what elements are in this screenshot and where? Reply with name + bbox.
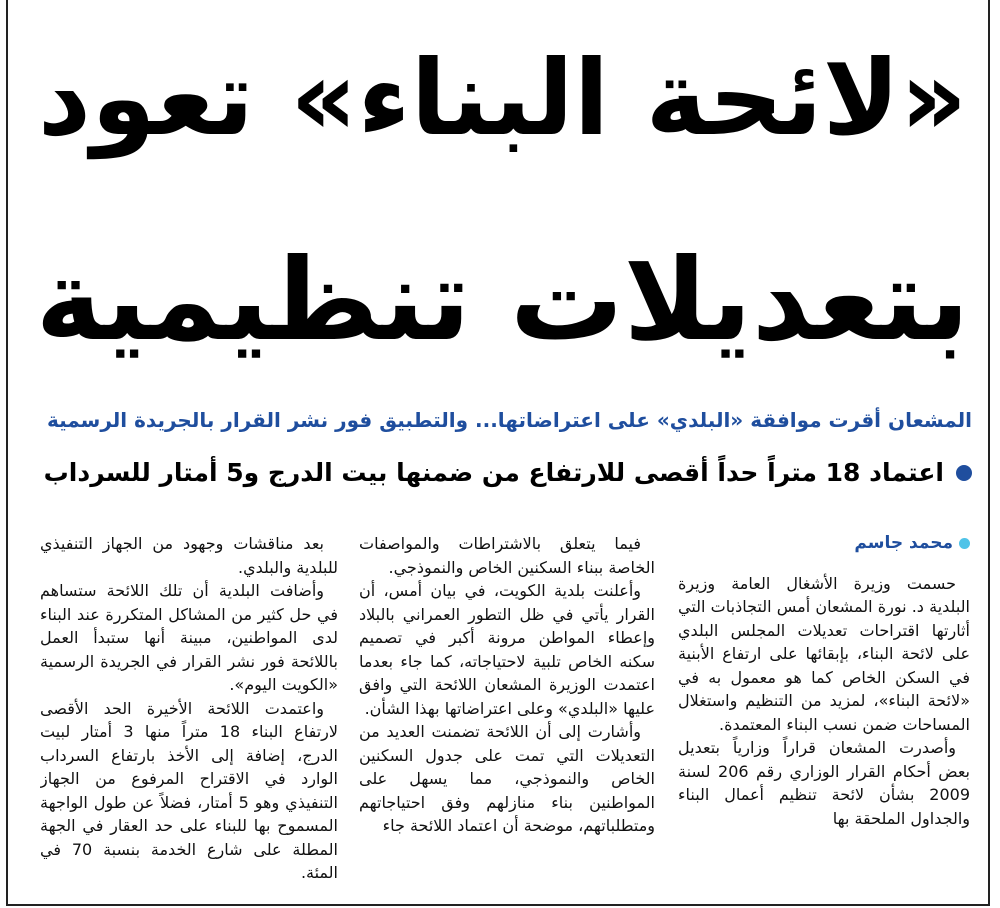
byline-dot-icon (959, 538, 970, 549)
paragraph: حسمت وزيرة الأشغال العامة وزيرة البلدية د. نورة المشعان أمس التجاذبات التي أثارتها اقتراحات تعديلات المجلس البلدي على لائحة البناء، بإبقائها على ارتفاع الأبنية في السكن الخاص كما هو معمول به في «لائحة البناء»، لمزيد من التنظيم واستغلال المساحات ضمن نسب البناء المعتمدة. (678, 573, 970, 734)
bullet-highlight (22, 458, 972, 487)
subheadline: المشعان أقرت موافقة «البلدي» على اعتراضاتها... والتطبيق فور نشر القرار بالجريدة الرسمية (46, 408, 972, 432)
paragraph: بعد مناقشات وجهود من الجهاز التنفيذي للبلدية والبلدي. (40, 534, 338, 577)
paragraph: وأعلنت بلدية الكويت، في بيان أمس، أن القرار يأتي في ظل التطور العمراني بالبلاد وإعطاء المواطن مرونة أكبر في تصميم سكنه الخاص تلبية لاحتياجاته، كما جاء بعدما اعتمدت الوزيرة المشعان اللائحة التي وافق عليها «البلدي» وعلى اعتراضاتها بهذا الشأن. (359, 581, 655, 718)
bullet-dot-icon (956, 465, 972, 481)
headline-line-2: بتعديلات تنظيمية (35, 234, 970, 366)
article-column-2 (359, 532, 655, 900)
paragraph: واعتمدت اللائحة الأخيرة الحد الأقصى لارتفاع البناء 18 متراً منها 3 أمتار لبيت الدرج، إضافة إلى الأخذ بارتفاع السرداب الوارد في الاقتراح المرفوع من الجهاز التنفيذي وهو 5 أمتار، فضلاً عن طول الواجهة المسموح بها للبناء على حد العقار في الجهة المطلة على شارع الخدمة بنسبة 70 في المئة. (40, 698, 338, 882)
paragraph: وأصدرت المشعان قراراً وزارياً بتعديل بعض أحكام القرار الوزاري رقم 206 لسنة 2009 بشأن لائحة تنظيم أعمال البناء والجداول الملحقة بها (678, 738, 970, 828)
author-name: محمد جاسم (854, 533, 953, 553)
headline-line-1: «لائحة البناء» تعود (37, 37, 968, 159)
bullet-text: اعتماد 18 متراً حداً أقصى للارتفاع من ضمنها بيت الدرج و5 أمتار للسرداب (43, 458, 944, 487)
paragraph: وأضافت البلدية أن تلك اللائحة ستساهم في حل كثير من المشاكل المتكررة عند البناء لدى المواطنين، مبينة أنها ستبدأ العمل باللائحة فور نشر القرار في الجريدة الرسمية «الكويت اليوم». (40, 581, 338, 694)
byline (678, 532, 970, 556)
paragraph: فيما يتعلق بالاشتراطات والمواصفات الخاصة ببناء السكنين الخاص والنموذجي. (359, 534, 655, 577)
article-column-3 (40, 532, 338, 900)
article-column-1 (678, 532, 970, 900)
paragraph: وأشارت إلى أن اللائحة تضمنت العديد من التعديلات التي تمت على جدول السكنين الخاص والنموذجي، مما يسهل على المواطنين بناء منازلهم وفق احتياجاتهم ومتطلباتهم، موضحة أن اعتماد اللائحة جاء (359, 722, 655, 835)
